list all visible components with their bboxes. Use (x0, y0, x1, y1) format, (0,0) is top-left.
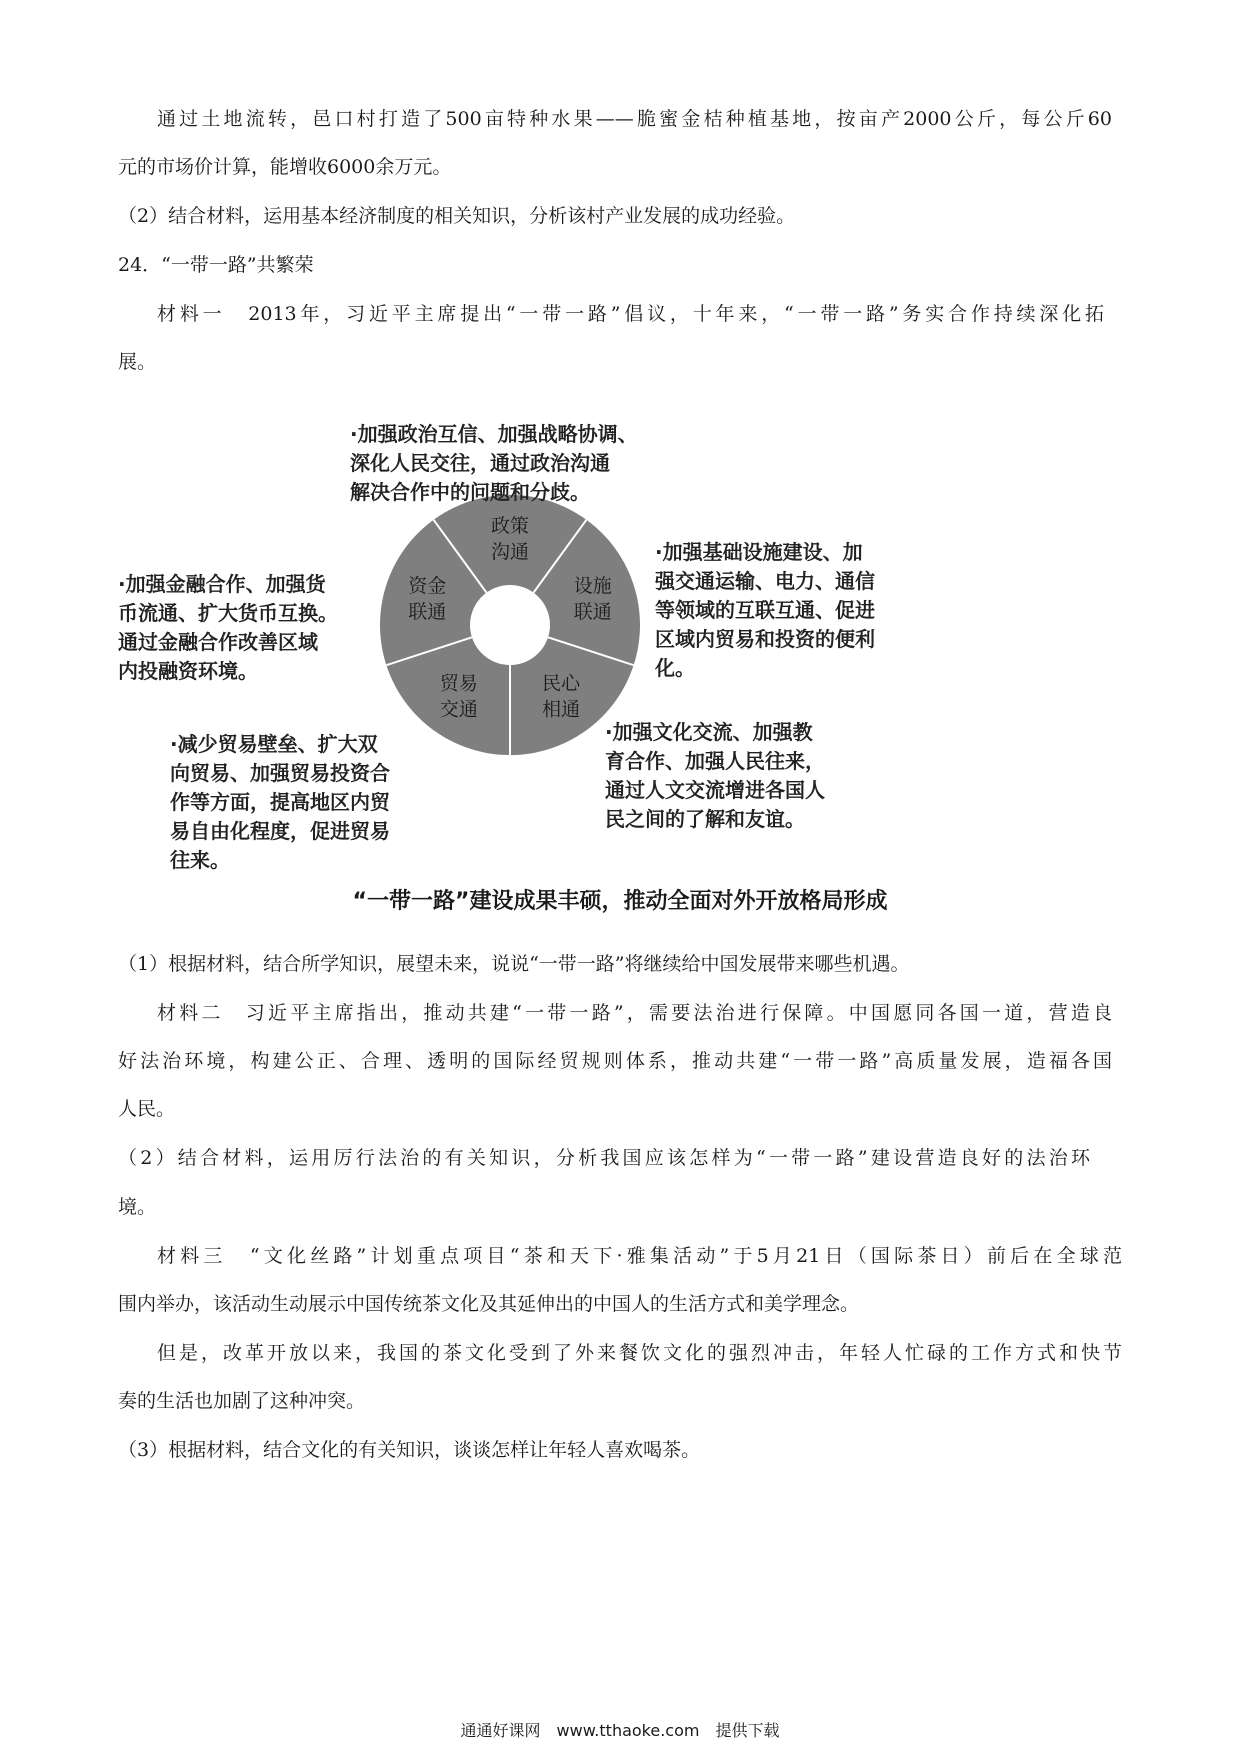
callout-line: ·加强基础设施建设、加 (655, 540, 863, 564)
callout-line: ·加强文化交流、加强教 (605, 720, 813, 744)
material-3-line: 围内举办，该活动生动展示中国传统茶文化及其延伸出的中国人的生活方式和美学理念。 (118, 1293, 860, 1315)
callout-line: 深化人民交往，通过政治沟通 (350, 451, 610, 475)
callout-line: ·加强政治互信、加强战略协调、 (350, 422, 638, 446)
question-24-3: （3）根据材料，结合文化的有关知识，谈谈怎样让年轻人喜欢喝茶。 (118, 1439, 701, 1461)
callout-trade (170, 730, 390, 875)
question-24-2-cont: 境。 (118, 1196, 157, 1218)
callout-line: 化。 (655, 656, 695, 680)
material-1-line: 材料一 2013年，习近平主席提出“一带一路”倡议，十年来，“一带一路”务实合作持续深化拓 (157, 303, 1104, 325)
callout-line: 育合作、加强人民往来， (605, 749, 825, 773)
material-2-line: 好法治环境，构建公正、合理、透明的国际经贸规则体系，推动共建“一带一路”高质量发展，造福各国 (118, 1050, 1112, 1072)
material-2-line: 材料二 习近平主席指出，推动共建“一带一路”，需要法治进行保障。中国愿同各国一道，营造良 (157, 1002, 1112, 1024)
callout-line: 强交通运输、电力、通信 (655, 569, 875, 593)
callout-line: 币流通、扩大货币互换。 (118, 601, 338, 625)
paragraph-line: 通过土地流转，邑口村打造了500亩特种水果——脆蜜金桔种植基地，按亩产2000公斤，每公斤60 (157, 108, 1112, 130)
callout-line: 易自由化程度，促进贸易 (170, 819, 390, 843)
callout-line: 内投融资环境。 (118, 659, 258, 683)
segment-label: 交通 (439, 698, 478, 721)
diagram-caption: “一带一路”建设成果丰硕，推动全面对外开放格局形成 (352, 889, 888, 914)
callout-line: 向贸易、加强贸易投资合 (170, 761, 390, 785)
segment-label: 联通 (408, 601, 447, 624)
segment-label: 贸易 (439, 672, 478, 695)
material-3-line: 材料三 “文化丝路”计划重点项目“茶和天下·雅集活动”于5月21日（国际茶日）前后在全球范 (157, 1245, 1122, 1267)
material-3-line: 奏的生活也加剧了这种冲突。 (118, 1390, 366, 1412)
callout-line: 解决合作中的问题和分歧。 (350, 480, 590, 504)
material-1-line: 展。 (118, 351, 157, 373)
segment-label: 相通 (542, 698, 581, 721)
segment-label: 设施 (573, 575, 612, 598)
paragraph-line: 元的市场价计算，能增收6000余万元。 (118, 156, 452, 178)
question-24-title: 24．“一带一路”共繁荣 (118, 254, 314, 276)
callout-people (605, 718, 825, 834)
segment-label: 沟通 (490, 541, 530, 563)
callout-line: ·减少贸易壁垒、扩大双 (170, 732, 378, 756)
callout-line: 等领域的互联互通、促进 (655, 598, 875, 622)
footer-watermark: 通通好课网 www.tthaoke.com 提供下载 (460, 1721, 780, 1740)
material-3-line: 但是，改革开放以来，我国的茶文化受到了外来餐饮文化的强烈冲击，年轻人忙碌的工作方式和快节 (157, 1342, 1122, 1364)
callout-line: 区域内贸易和投资的便利 (655, 627, 875, 651)
belt-road-diagram (110, 410, 910, 930)
segment-label: 联通 (573, 601, 612, 624)
callout-line: 往来。 (170, 848, 230, 872)
callout-line: 作等方面，提高地区内贸 (170, 790, 390, 814)
segment-label: 资金 (408, 575, 447, 598)
segment-label: 政策 (490, 515, 530, 537)
question-24-1: （1）根据材料，结合所学知识，展望未来，说说“一带一路”将继续给中国发展带来哪些机遇。 (118, 953, 910, 975)
callout-line: 通过人文交流增进各国人 (605, 778, 825, 802)
callout-line: 民之间的了解和友谊。 (605, 807, 805, 831)
callout-facility (655, 538, 875, 683)
question-2-top: （2）结合材料，运用基本经济制度的相关知识，分析该村产业发展的成功经验。 (118, 205, 796, 227)
ring-segments (380, 495, 640, 755)
segment-label: 民心 (542, 672, 581, 695)
material-2-line: 人民。 (118, 1098, 176, 1120)
callout-finance (118, 570, 338, 686)
question-24-2: （2）结合材料，运用厉行法治的有关知识，分析我国应该怎样为“一带一路”建设营造良好的法治环 (118, 1147, 1090, 1169)
callout-line: ·加强金融合作、加强货 (118, 572, 326, 596)
callout-policy (350, 420, 638, 507)
callout-line: 通过金融合作改善区域 (118, 630, 318, 654)
